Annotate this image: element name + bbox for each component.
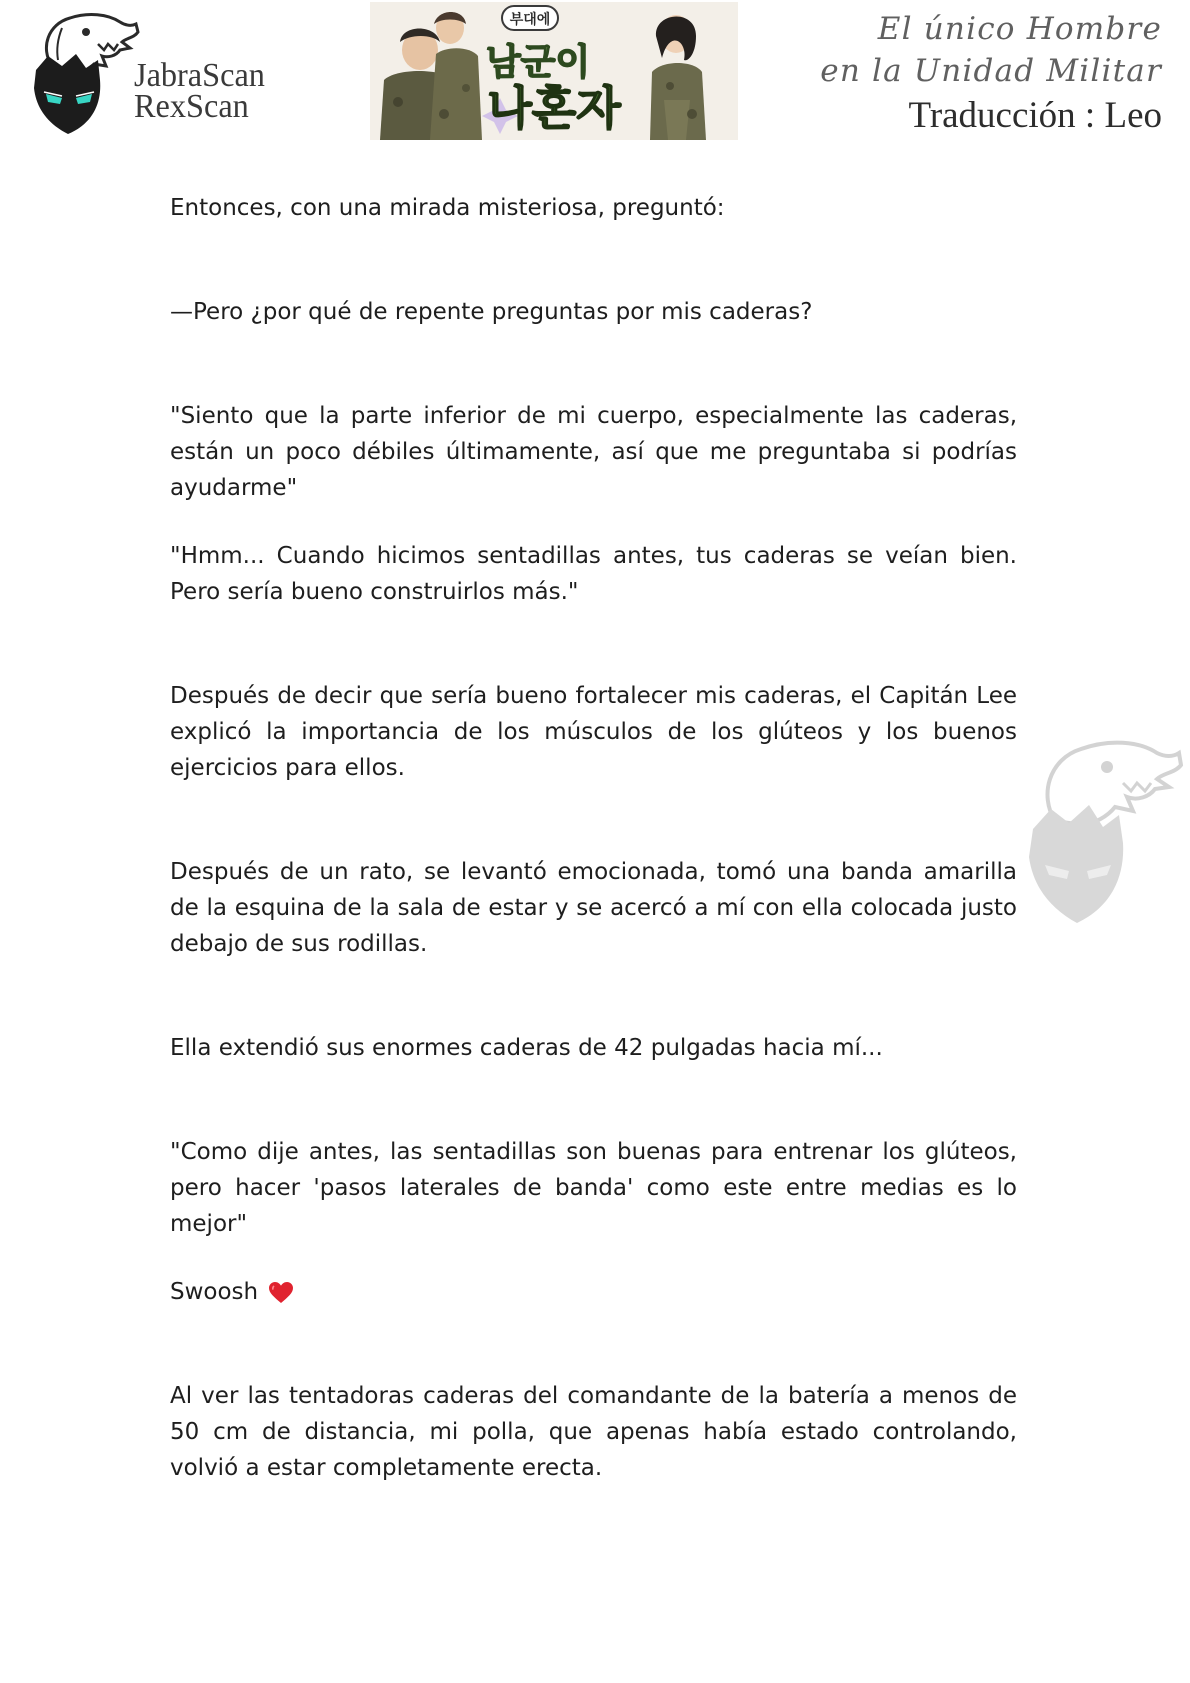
- paragraph-9: [170, 1274, 1017, 1310]
- cover-art-image: [370, 2, 738, 140]
- cover-title-small: 부대에: [509, 12, 551, 28]
- paragraph-4: "Hmm... Cuando hicimos sentadillas antes, tus caderas se veían bien. Pero sería bueno construirlos más.": [170, 543, 1017, 605]
- cover-title-main-2: 나혼자: [487, 81, 621, 135]
- series-title-line-2: en la Unidad Militar: [820, 53, 1162, 89]
- paragraph-2: —Pero ¿por qué de repente preguntas por mis caderas?: [170, 299, 813, 325]
- brand-name: [134, 57, 265, 125]
- translation-credit: Traducción : Leo: [908, 95, 1162, 136]
- header-banner: [0, 0, 1190, 150]
- heart-icon: [268, 1281, 294, 1305]
- brand-line-1: JabraScan: [134, 57, 265, 94]
- paragraph-5: Después de decir que sería bueno fortalecer mis caderas, el Capitán Lee explicó la importancia de los músculos de los glúteos y los buenos ejercicios para ellos.: [170, 683, 1017, 781]
- paragraph-3: "Siento que la parte inferior de mi cuerpo, especialmente las caderas, están un poco débiles últimamente, así que me preguntaba si podrías ayudarme": [170, 403, 1017, 501]
- dinosaur-watermark-icon: [1015, 725, 1185, 945]
- series-title-line-1: El único Hombre: [877, 11, 1162, 47]
- sound-effect-text: Swoosh: [170, 1279, 259, 1305]
- paragraph-10: Al ver las tentadoras caderas del comandante de la batería a menos de 50 cm de distancia, mi polla, que apenas había estado controlando, volvió a estar completamente erecta.: [170, 1383, 1017, 1481]
- paragraph-6: Después de un rato, se levantó emocionada, tomó una banda amarilla de la esquina de la sala de estar y se acercó a mí con ella colocada justo debajo de sus rodillas.: [170, 859, 1017, 957]
- cover-title-main-1: 남군이: [485, 42, 591, 83]
- paragraph-7: Ella extendió sus enormes caderas de 42 pulgadas hacia mí...: [170, 1035, 883, 1061]
- paragraph-8: "Como dije antes, las sentadillas son buenas para entrenar los glúteos, pero hacer 'pasos laterales de banda' como este entre medias es lo mejor": [170, 1139, 1017, 1237]
- dinosaur-skull-logo-icon: [22, 8, 142, 140]
- brand-line-2: RexScan: [134, 88, 249, 125]
- series-title-block: [820, 8, 1162, 140]
- paragraph-1: Entonces, con una mirada misteriosa, preguntó:: [170, 195, 725, 221]
